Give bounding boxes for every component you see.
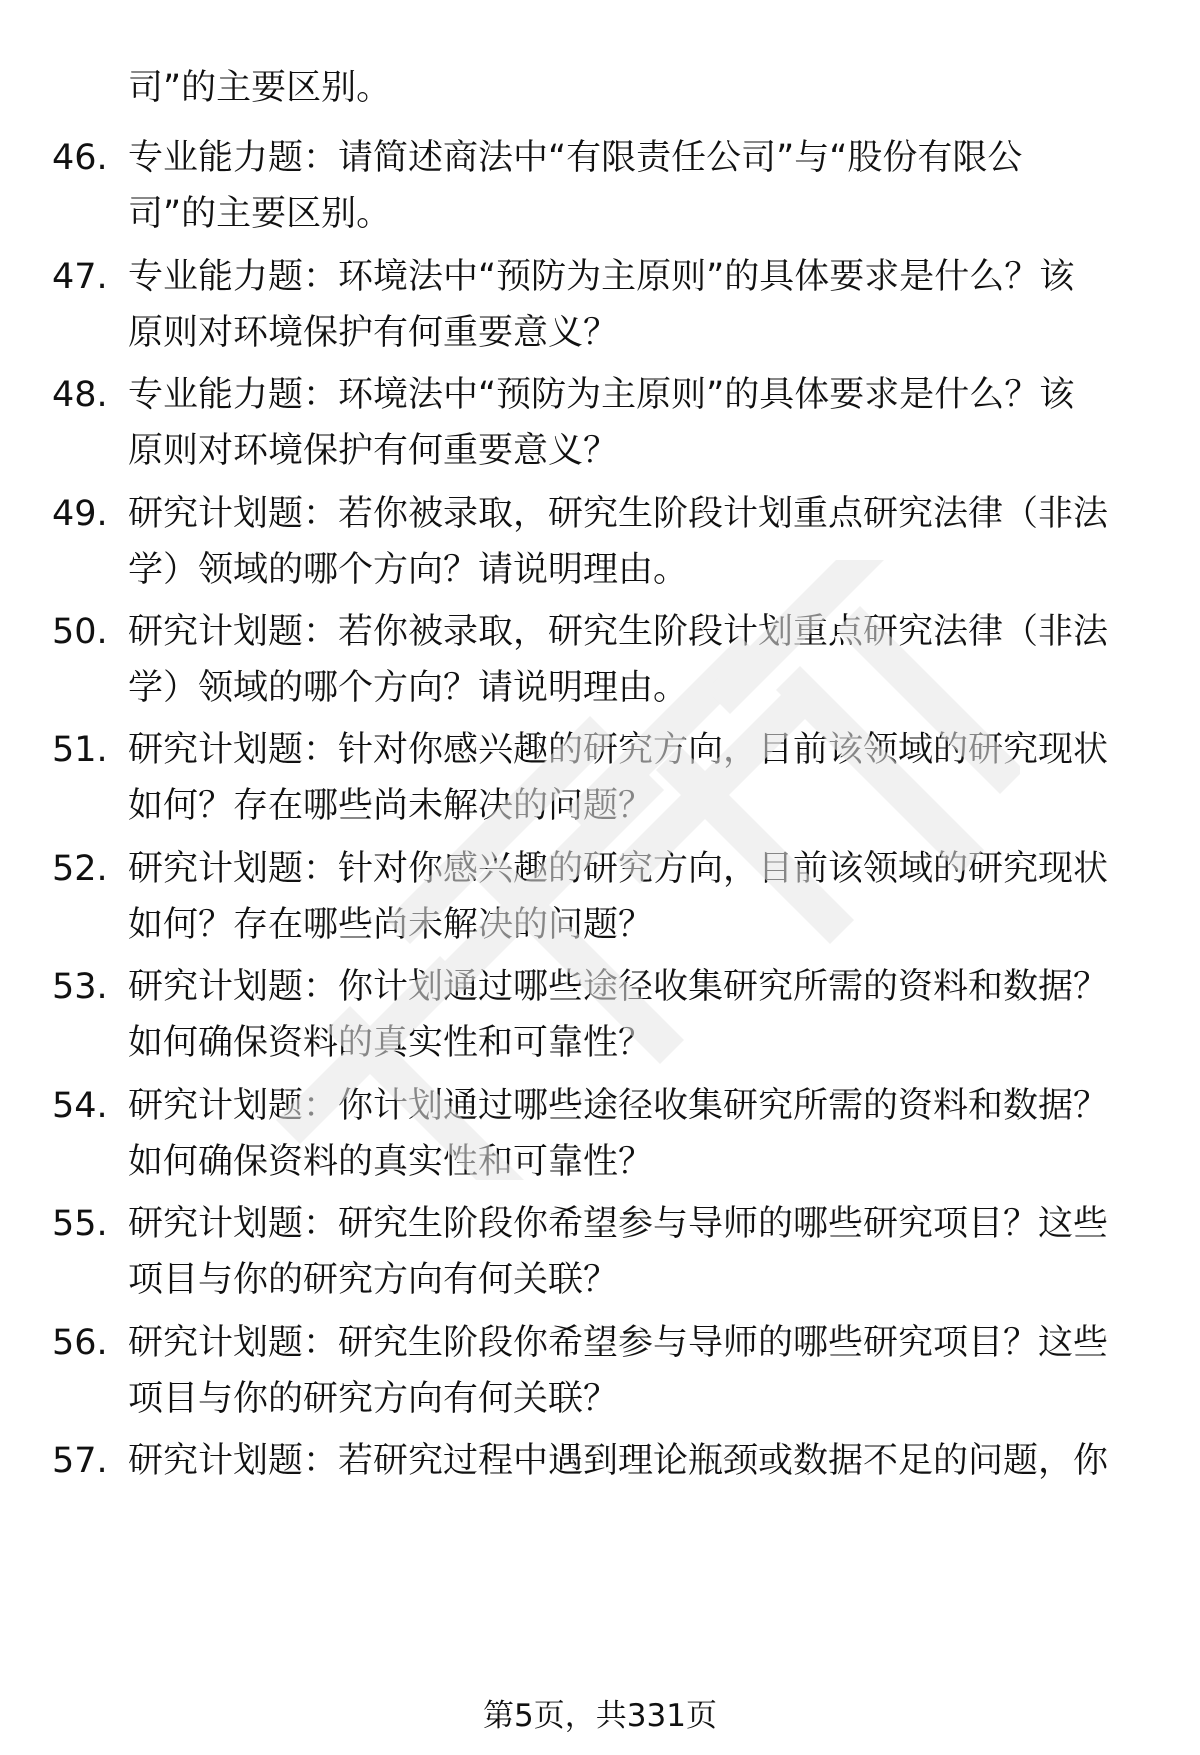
question-text-line: 学）领域的哪个方向？请说明理由。 — [128, 550, 689, 590]
question-number: 46. — [52, 138, 108, 178]
question-number: 54. — [52, 1086, 108, 1126]
continuation-line: 司”的主要区别。 — [128, 68, 392, 108]
question-text-line: 项目与你的研究方向有何关联？ — [128, 1379, 619, 1419]
question-item — [0, 249, 1200, 369]
question-text-line: 研究计划题：你计划通过哪些途径收集研究所需的资料和数据？ — [128, 1086, 1109, 1126]
question-number: 51. — [52, 730, 108, 770]
question-text-line: 研究计划题：针对你感兴趣的研究方向，目前该领域的研究现状 — [128, 849, 1109, 889]
question-number: 55. — [52, 1204, 108, 1244]
question-text-line: 原则对环境保护有何重要意义？ — [128, 431, 619, 471]
question-item — [0, 722, 1200, 842]
question-text-line: 研究计划题：你计划通过哪些途径收集研究所需的资料和数据？ — [128, 967, 1109, 1007]
question-number: 52. — [52, 849, 108, 889]
question-item — [0, 604, 1200, 724]
question-item — [0, 1433, 1200, 1553]
question-item — [0, 841, 1200, 961]
question-number: 47. — [52, 257, 108, 297]
question-item — [0, 367, 1200, 487]
question-text-line: 研究计划题：若你被录取，研究生阶段计划重点研究法律（非法 — [128, 612, 1109, 652]
question-text-line: 如何确保资料的真实性和可靠性？ — [128, 1023, 654, 1063]
question-item — [0, 959, 1200, 1079]
question-text-line: 如何？存在哪些尚未解决的问题？ — [128, 905, 654, 945]
question-item — [0, 1315, 1200, 1435]
question-text-line: 司”的主要区别。 — [128, 194, 392, 234]
question-number: 49. — [52, 494, 108, 534]
question-number: 56. — [52, 1323, 108, 1363]
question-text-line: 研究计划题：研究生阶段你希望参与导师的哪些研究项目？这些 — [128, 1323, 1109, 1363]
question-text-line: 研究计划题：若你被录取，研究生阶段计划重点研究法律（非法 — [128, 494, 1109, 534]
question-number: 53. — [52, 967, 108, 1007]
question-item — [0, 130, 1200, 250]
question-item — [0, 486, 1200, 606]
question-text-line: 研究计划题：针对你感兴趣的研究方向，目前该领域的研究现状 — [128, 730, 1109, 770]
question-text-line: 研究计划题：研究生阶段你希望参与导师的哪些研究项目？这些 — [128, 1204, 1109, 1244]
question-text-line: 项目与你的研究方向有何关联？ — [128, 1260, 619, 1300]
question-number: 48. — [52, 375, 108, 415]
question-item — [0, 1078, 1200, 1198]
question-text-line: 原则对环境保护有何重要意义？ — [128, 313, 619, 353]
question-number: 57. — [52, 1441, 108, 1481]
question-text-line: 如何确保资料的真实性和可靠性？ — [128, 1142, 654, 1182]
question-text-line: 研究计划题：若研究过程中遇到理论瓶颈或数据不足的问题，你 — [128, 1441, 1109, 1481]
question-text-line: 学）领域的哪个方向？请说明理由。 — [128, 668, 689, 708]
question-item — [0, 1196, 1200, 1316]
question-text-line: 专业能力题：环境法中“预防为主原则”的具体要求是什么？该 — [128, 375, 1075, 415]
page-footer: 第5页，共331页 — [483, 1698, 717, 1734]
question-text-line: 专业能力题：请简述商法中“有限责任公司”与“股份有限公 — [128, 138, 1023, 178]
question-text-line: 如何？存在哪些尚未解决的问题？ — [128, 786, 654, 826]
question-number: 50. — [52, 612, 108, 652]
question-text-line: 专业能力题：环境法中“预防为主原则”的具体要求是什么？该 — [128, 257, 1075, 297]
